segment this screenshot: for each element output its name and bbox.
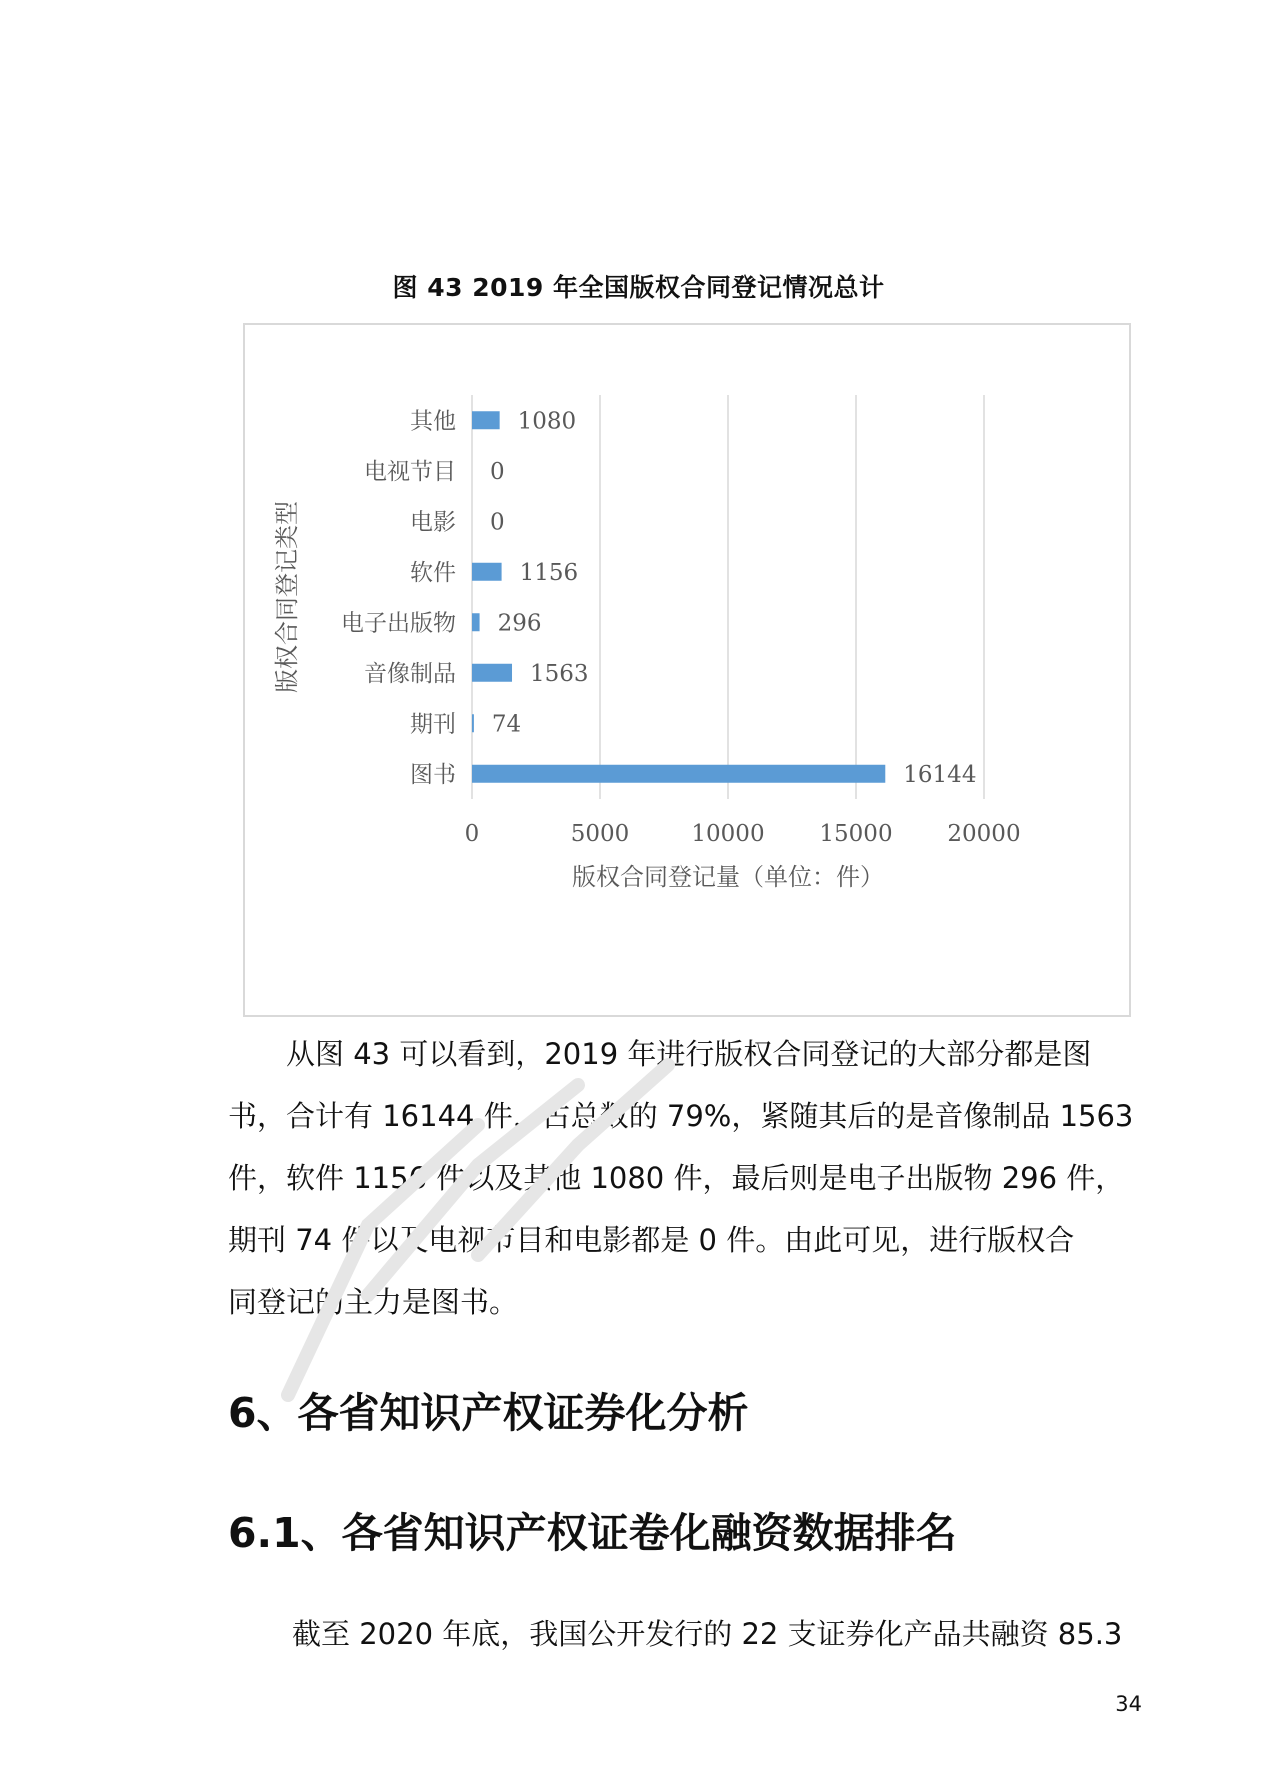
- x-tick-label: 20000: [947, 821, 1021, 847]
- data-label: 0: [490, 458, 505, 485]
- bar: [472, 765, 885, 783]
- category-label: 电子出版物: [341, 610, 456, 637]
- data-label: 16144: [903, 761, 977, 788]
- x-tick-label: 10000: [691, 821, 765, 847]
- paragraph-1: [228, 1023, 1148, 1333]
- data-label: 1156: [519, 559, 579, 586]
- x-tick-label: 0: [464, 821, 480, 847]
- paragraph-2: 截至 2020 年底，我国公开发行的 22 支证券化产品共融资 85.3: [292, 1617, 1123, 1651]
- category-label: 电影: [410, 509, 456, 536]
- x-tick-label: 5000: [570, 821, 630, 847]
- y-axis-title: 版权合同登记类型: [273, 501, 301, 693]
- subsection-heading: 6.1、各省知识产权证卷化融资数据排名: [228, 1509, 957, 1557]
- paragraph-1-line: 从图 43 可以看到，2019 年进行版权合同登记的大部分都是图: [286, 1037, 1092, 1071]
- data-label: 1080: [517, 408, 577, 435]
- category-label: 图书: [410, 761, 456, 788]
- bar: [472, 714, 474, 732]
- x-tick-label: 15000: [819, 821, 893, 847]
- category-label: 电视节目: [364, 458, 456, 485]
- data-label: 0: [490, 509, 505, 536]
- figure-caption: 图 43 2019 年全国版权合同登记情况总计: [392, 273, 885, 302]
- bar: [472, 664, 512, 682]
- data-label: 1563: [530, 660, 589, 687]
- paragraph-1-line: 书，合计有 16144 件，占总数的 79%，紧随其后的是音像制品 1563: [228, 1099, 1134, 1133]
- bar: [472, 563, 502, 581]
- bar: [472, 411, 500, 429]
- data-label: 74: [491, 711, 522, 738]
- page-number: 34: [1115, 1692, 1142, 1716]
- paragraph-1-line: 期刊 74 件以及电视节目和电影都是 0 件。由此可见，进行版权合: [228, 1223, 1075, 1257]
- category-label: 音像制品: [364, 660, 456, 687]
- data-label: 296: [497, 610, 542, 637]
- x-axis-title: 版权合同登记量（单位：件）: [572, 863, 884, 891]
- chart-container: [243, 323, 1131, 1017]
- bar: [472, 613, 480, 631]
- bar-chart: [245, 325, 1129, 1015]
- category-label: 期刊: [410, 711, 456, 738]
- category-label: 软件: [410, 559, 456, 586]
- section-heading: 6、各省知识产权证券化分析: [228, 1389, 749, 1437]
- paragraph-1-line: 同登记的主力是图书。: [228, 1285, 519, 1319]
- paragraph-1-line: 件，软件 1156 件以及其他 1080 件，最后则是电子出版物 296 件，: [228, 1161, 1125, 1195]
- category-label: 其他: [410, 408, 456, 435]
